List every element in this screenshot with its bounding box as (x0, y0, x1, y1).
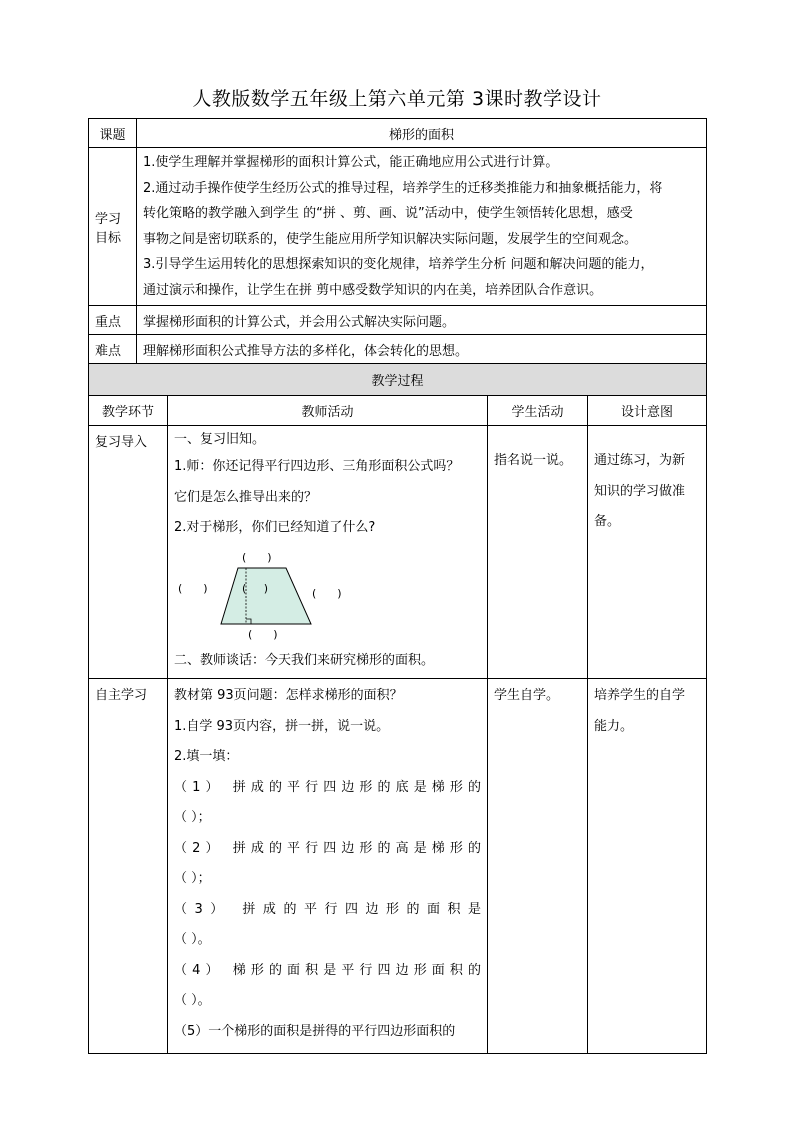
key-point-value: 掌握梯形面积的计算公式，并会用公式解决实际问题。 (137, 306, 707, 335)
key-point-label: 重点 (89, 306, 137, 335)
goal-line: 1.使学生理解并掌握梯形的面积计算公式，能正确地应用公式进行计算。 (143, 155, 559, 170)
goal-line: 通过演示和操作，让学生在拼 剪中感受数学知识的内在美，培养团队合作意识。 (143, 282, 603, 298)
lesson-plan-table (88, 118, 707, 1054)
selfstudy-student-text: 学生自学。 (494, 688, 560, 703)
goal-line: 转化策略的教学融入到学生 的“拼 、剪、画、说”活动中，使学生领悟转化思想，感受 (143, 206, 633, 221)
difficulty-row (89, 335, 707, 364)
selfstudy-stage-label: 自主学习 (95, 688, 148, 703)
selfstudy-intent-line: 能力。 (594, 718, 634, 734)
figure-label-left: ( ) (178, 581, 208, 595)
topic-label: 课题 (89, 119, 137, 148)
review-student-text: 指名说一说。 (494, 453, 573, 468)
selfstudy-row (89, 679, 707, 1054)
review-line: 一、复习旧知。 (174, 432, 266, 447)
process-columns-row (89, 396, 707, 426)
review-stage-label: 复习导入 (95, 435, 148, 450)
review-row (89, 426, 707, 679)
goal-line: 3.引导学生运用转化的思想探索知识的变化规律，培养学生分析 问题和解决问题的能力， (143, 257, 654, 272)
process-header: 教学过程 (89, 364, 707, 396)
key-point-row (89, 306, 707, 335)
column-header-teacher: 教师活动 (168, 396, 488, 426)
column-header-stage: 教学环节 (89, 396, 168, 426)
fill-line: （2） 拼成的平行四边形的高是梯形的 (174, 840, 481, 856)
review-student (488, 426, 588, 679)
goals-label (89, 148, 137, 306)
review-intent-line: 知识的学习做准 (594, 483, 686, 499)
selfstudy-stage (89, 679, 168, 1054)
figure-label-top: ( ) (242, 550, 272, 564)
selfstudy-student (488, 679, 588, 1054)
figure-label-bottom: ( ) (248, 627, 278, 641)
goals-label-line2: 目标 (95, 230, 122, 246)
review-line: 2.对于梯形，你们已经知道了什么? (174, 520, 376, 535)
fill-blank: （ ）； (174, 871, 211, 886)
fill-line: （4） 梯形的面积是平行四边形面积的 (174, 962, 481, 978)
selfstudy-teacher (168, 679, 488, 1054)
review-stage (89, 426, 168, 679)
difficulty-label: 难点 (89, 335, 137, 364)
topic-row (89, 119, 707, 148)
column-header-student: 学生活动 (488, 396, 588, 426)
review-line: 二、教师谈话：今天我们来研究梯形的面积。 (174, 652, 435, 668)
document-title: 人教版数学五年级上第六单元第 3课时教学设计 (192, 88, 602, 110)
review-teacher (168, 426, 488, 679)
process-header-row (89, 364, 707, 396)
goals-label-line1: 学习 (95, 211, 122, 227)
fill-blank: （ ）； (174, 810, 211, 825)
difficulty-value: 理解梯形面积公式推导方法的多样化，体会转化的思想。 (137, 335, 707, 364)
trapezoid-figure (174, 548, 481, 644)
review-line: 1.师：你还记得平行四边形、三角形面积公式吗？ (174, 459, 460, 474)
goal-line: 2.通过动手操作使学生经历公式的推导过程，培养学生的迁移类推能力和抽象概括能力，将 (143, 180, 663, 196)
fill-line: （3） 拼成的平行四边形的面积是 (174, 901, 481, 917)
selfstudy-line: 2.填一填： (174, 749, 239, 764)
goals-text (137, 148, 707, 306)
column-header-intent: 设计意图 (588, 396, 707, 426)
review-intent (588, 426, 707, 679)
goals-row (89, 148, 707, 306)
selfstudy-intent (588, 679, 707, 1054)
figure-label-right: ( ) (312, 586, 342, 600)
goal-line: 事物之间是密切联系的，使学生能应用所学知识解决实际问题，发展学生的空间观念。 (143, 231, 638, 247)
review-intent-line: 通过练习，为新 (594, 453, 686, 468)
fill-blank: （ ）。 (174, 993, 211, 1008)
selfstudy-line: 教材第 93页问题：怎样求梯形的面积？ (174, 688, 403, 703)
selfstudy-line: 1.自学 93页内容，拼一拼，说一说。 (174, 718, 390, 734)
review-intent-line: 备。 (594, 514, 621, 529)
selfstudy-intent-line: 培养学生的自学 (594, 688, 686, 703)
fill-line: （1） 拼成的平行四边形的底是梯形的 (174, 779, 481, 795)
figure-label-height: ( ) (242, 581, 269, 595)
fill-blank: （ ）。 (174, 932, 211, 947)
fill-line: （5）一个梯形的面积是拼得的平行四边形面积的 (174, 1023, 456, 1039)
topic-value: 梯形的面积 (137, 119, 707, 148)
review-line: 它们是怎么推导出来的？ (174, 489, 318, 505)
